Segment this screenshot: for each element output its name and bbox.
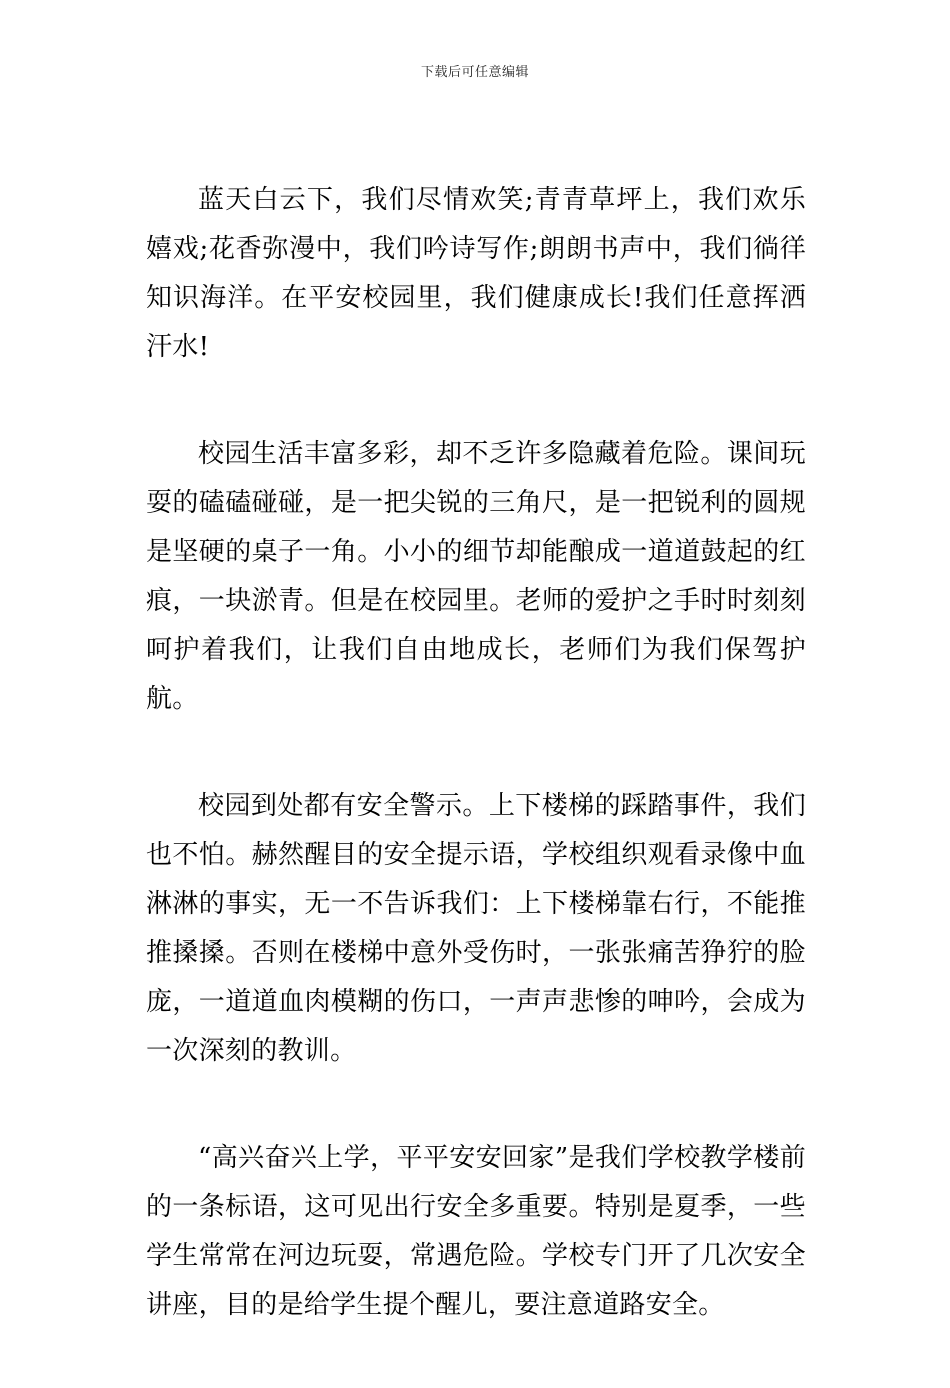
document-body (146, 176, 806, 1388)
paragraph-2: 校园生活丰富多彩，却不乏许多隐藏着危险。课间玩耍的磕磕碰碰，是一把尖锐的三角尺，是一把锐利的圆规是坚硬的桌子一角。小小的细节却能酿成一道道鼓起的红痕，一块淤青。但是在校园里。老师的爱护之手时时刻刻呵护着我们，让我们自由地成长，老师们为我们保驾护航。 (146, 439, 806, 714)
page-header-note: 下载后可任意编辑 (420, 65, 529, 80)
paragraph-3: 校园到处都有安全警示。上下楼梯的踩踏事件，我们也不怕。赫然醒目的安全提示语，学校组织观看录像中血淋淋的事实，无一不告诉我们：上下楼梯靠右行，不能推推搡搡。否则在楼梯中意外受伤时，一张张痛苦狰狞的脸庞，一道道血肉模糊的伤口，一声声悲惨的呻吟，会成为一次深刻的教训。 (146, 791, 806, 1066)
paragraph-4: “高兴奋兴上学，平平安安回家”是我们学校教学楼前的一条标语，这可见出行安全多重要。特别是夏季，一些学生常常在河边玩耍，常遇危险。学校专门开了几次安全讲座，目的是给学生提个醒儿，要注意道路安全。 (146, 1143, 806, 1320)
paragraph-1: 蓝天白云下，我们尽情欢笑;青青草坪上，我们欢乐嬉戏;花香弥漫中，我们吟诗写作;朗朗书声中，我们徜徉知识海洋。在平安校园里，我们健康成长!我们任意挥洒汗水! (146, 185, 806, 362)
